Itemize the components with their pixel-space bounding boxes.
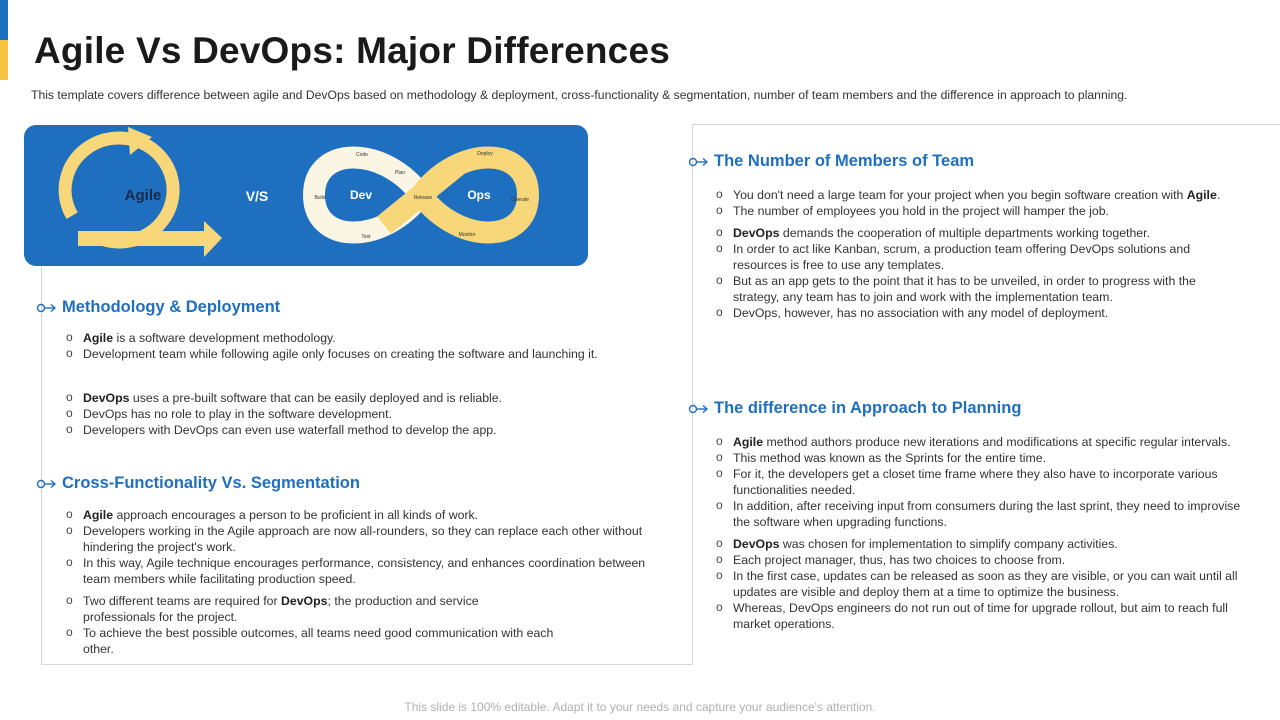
list-item: o For it, the developers get a closet time frame where they also have to incorporate various functionalities needed. bbox=[714, 466, 1254, 498]
stage-test: Test bbox=[361, 234, 371, 240]
page-title: Agile Vs DevOps: Major Differences bbox=[34, 30, 670, 71]
planning-list bbox=[714, 434, 1254, 632]
list-item: o Agile is a software development methodology. bbox=[64, 330, 664, 346]
right-panel-left-border bbox=[692, 124, 693, 264]
page-subtitle: This template covers difference between agile and DevOps based on methodology & deployment, cross-functionality & segmentation, number of team members and the difference in approach to planning. bbox=[31, 88, 1128, 102]
stage-monitor: Monitor bbox=[458, 232, 476, 238]
list-item: o Agile method authors produce new iterations and modifications at specific regular intervals. bbox=[714, 434, 1254, 450]
methodology-list bbox=[64, 330, 664, 438]
arrow-bullet-icon bbox=[36, 301, 58, 315]
cross-functionality-heading-text: Cross-Functionality Vs. Segmentation bbox=[62, 474, 360, 492]
stage-plan: Plan bbox=[394, 170, 406, 176]
dev-label: Dev bbox=[349, 188, 373, 202]
list-item: o To achieve the best possible outcomes, all teams need good communication with each other. bbox=[64, 625, 584, 657]
comparison-banner bbox=[24, 125, 588, 266]
list-item: o DevOps was chosen for implementation to simplify company activities. bbox=[714, 536, 1254, 552]
list-item: o Developers working in the Agile approach are now all-rounders, so they can replace each other without hindering the project's work. bbox=[64, 523, 654, 555]
stage-operate: Operate bbox=[510, 197, 530, 203]
list-item: o In the first case, updates can be released as soon as they are visible, or you can wait until all updates are visible and deploy them at a time to optimize the business. bbox=[714, 568, 1254, 600]
list-item: o Developers with DevOps can even use waterfall method to develop the app. bbox=[64, 422, 664, 438]
right-panel-top-border bbox=[692, 124, 1280, 125]
list-item: o The number of employees you hold in the project will hamper the job. bbox=[714, 203, 1244, 219]
list-item: o Two different teams are required for DevOps; the production and service professionals for the project. bbox=[64, 593, 534, 625]
list-item: o DevOps has no role to play in the software development. bbox=[64, 406, 664, 422]
list-item: o In order to act like Kanban, scrum, a production team offering DevOps solutions and resources is free to use any templates. bbox=[714, 241, 1244, 273]
stage-build: Build bbox=[314, 195, 326, 201]
cross-functionality-list bbox=[64, 507, 654, 657]
list-item: o Agile approach encourages a person to be proficient in all kinds of work. bbox=[64, 507, 654, 523]
arrow-bullet-icon bbox=[688, 402, 710, 416]
accent-bar-blue bbox=[0, 0, 8, 40]
members-heading-text: The Number of Members of Team bbox=[714, 152, 975, 170]
ops-label: Ops bbox=[467, 188, 491, 202]
list-item: o In addition, after receiving input from consumers during the last sprint, they need to improvise the software when upgrading functions. bbox=[714, 498, 1254, 530]
stage-release: Release bbox=[413, 195, 433, 201]
list-item: o Development team while following agile only focuses on creating the software and launching it. bbox=[64, 346, 664, 362]
banner-graphic bbox=[24, 125, 588, 266]
list-item: o This method was known as the Sprints for the entire time. bbox=[714, 450, 1254, 466]
list-item: o You don't need a large team for your project when you begin software creation with Agile. bbox=[714, 187, 1244, 203]
methodology-heading bbox=[36, 298, 280, 317]
members-heading bbox=[688, 152, 974, 171]
methodology-heading-text: Methodology & Deployment bbox=[62, 298, 281, 316]
vs-label: V/S bbox=[245, 188, 269, 204]
agile-label: Agile bbox=[124, 187, 162, 204]
list-item: o DevOps, however, has no association with any model of deployment. bbox=[714, 305, 1244, 321]
list-item: o In this way, Agile technique encourages performance, consistency, and enhances coordination between team members while facilitating production speed. bbox=[64, 555, 654, 587]
arrow-bullet-icon bbox=[36, 477, 58, 491]
title-accent-bar bbox=[0, 0, 8, 80]
stage-deploy: Deploy bbox=[477, 151, 493, 157]
footer-note: This slide is 100% editable. Adapt it to your needs and capture your audience's attention. bbox=[404, 700, 876, 714]
list-item: o DevOps demands the cooperation of multiple departments working together. bbox=[714, 225, 1244, 241]
members-list bbox=[714, 187, 1244, 321]
planning-heading-text: The difference in Approach to Planning bbox=[714, 399, 1022, 417]
cross-functionality-heading bbox=[36, 474, 360, 493]
list-item: o DevOps uses a pre-built software that can be easily deployed and is reliable. bbox=[64, 390, 664, 406]
accent-bar-yellow bbox=[0, 40, 8, 80]
stage-code: Code bbox=[356, 152, 368, 158]
devops-infinity-icon bbox=[314, 151, 529, 240]
list-item: o Each project manager, thus, has two choices to choose from. bbox=[714, 552, 1254, 568]
arrow-bullet-icon bbox=[688, 155, 710, 169]
list-item: o Whereas, DevOps engineers do not run out of time for upgrade rollout, but aim to reach full market operations. bbox=[714, 600, 1254, 632]
planning-heading bbox=[688, 399, 1021, 418]
list-item: o But as an app gets to the point that it has to be unveiled, in order to progress with the strategy, any team has to join and work with the implementation team. bbox=[714, 273, 1244, 305]
